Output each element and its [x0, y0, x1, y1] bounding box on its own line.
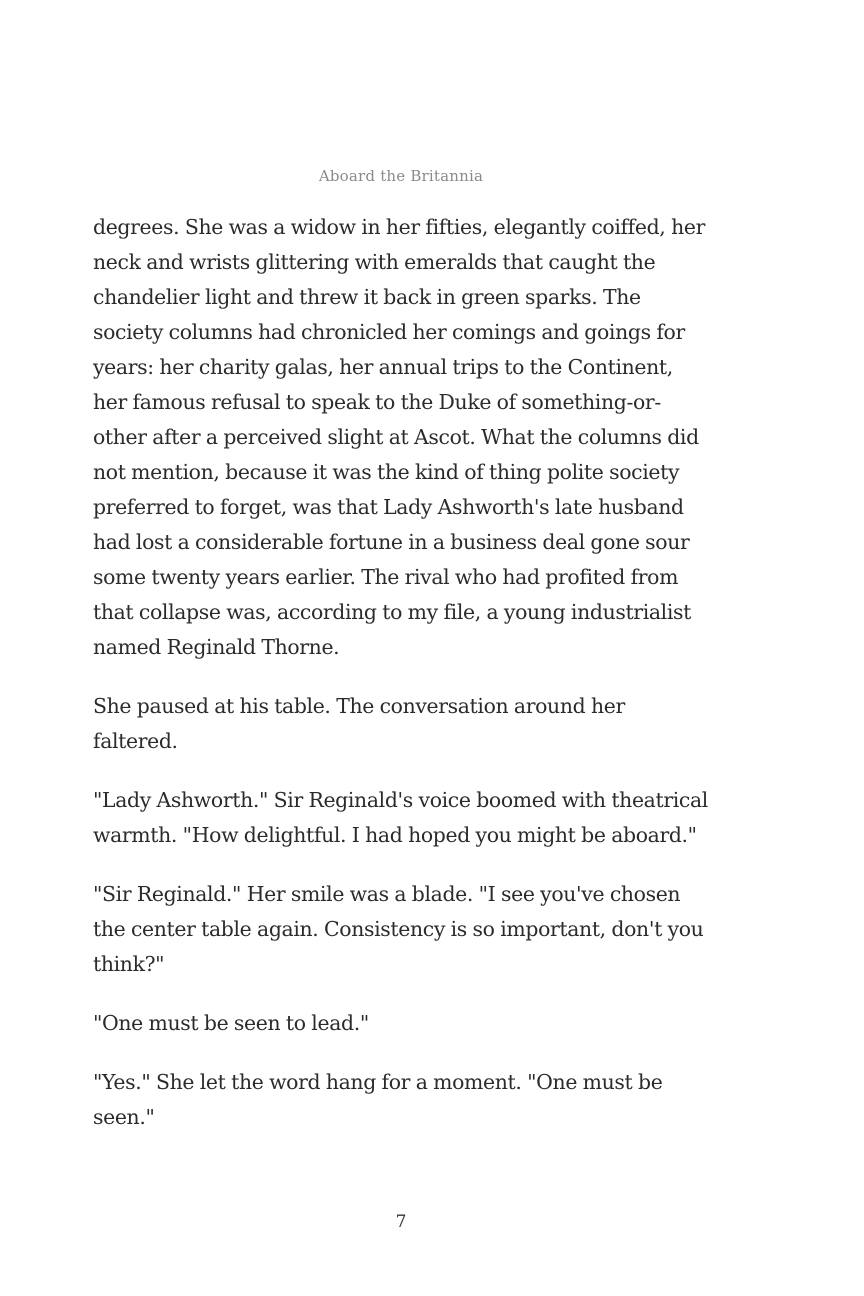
- paragraph: "Lady Ashworth." Sir Reginald's voice boomed with theatrical warmth. "How delightful. I had hoped you might be aboard.": [93, 788, 708, 847]
- paragraph: "Yes." She let the word hang for a moment. "One must be seen.": [93, 1070, 663, 1129]
- paragraph: "One must be seen to lead.": [93, 1011, 369, 1035]
- paragraph: She paused at his table. The conversation around her faltered.: [93, 694, 625, 753]
- paragraph: degrees. She was a widow in her fifties, elegantly coiffed, her neck and wrists glittering with emeralds that caught the chandelier light and threw it back in green sparks. The society columns had chronicled her comings and goings for years: her charity galas, her annual trips to the Continent, her famous refusal to speak to the Duke of something-or-other after a perceived slight at Ascot. What the columns did not mention, because it was the kind of thing polite society preferred to forget, was that Lady Ashworth's late husband had lost a considerable fortune in a business deal gone sour some twenty years earlier. The rival who had profited from that collapse was, according to my file, a young industrialist named Reginald Thorne.: [93, 215, 705, 659]
- body-text: [93, 210, 709, 1135]
- running-header: Aboard the Britannia: [318, 167, 484, 185]
- page-number: 7: [395, 1212, 407, 1232]
- paragraph: "Sir Reginald." Her smile was a blade. "I see you've chosen the center table again. Consistency is so important, don't you think?": [93, 882, 704, 976]
